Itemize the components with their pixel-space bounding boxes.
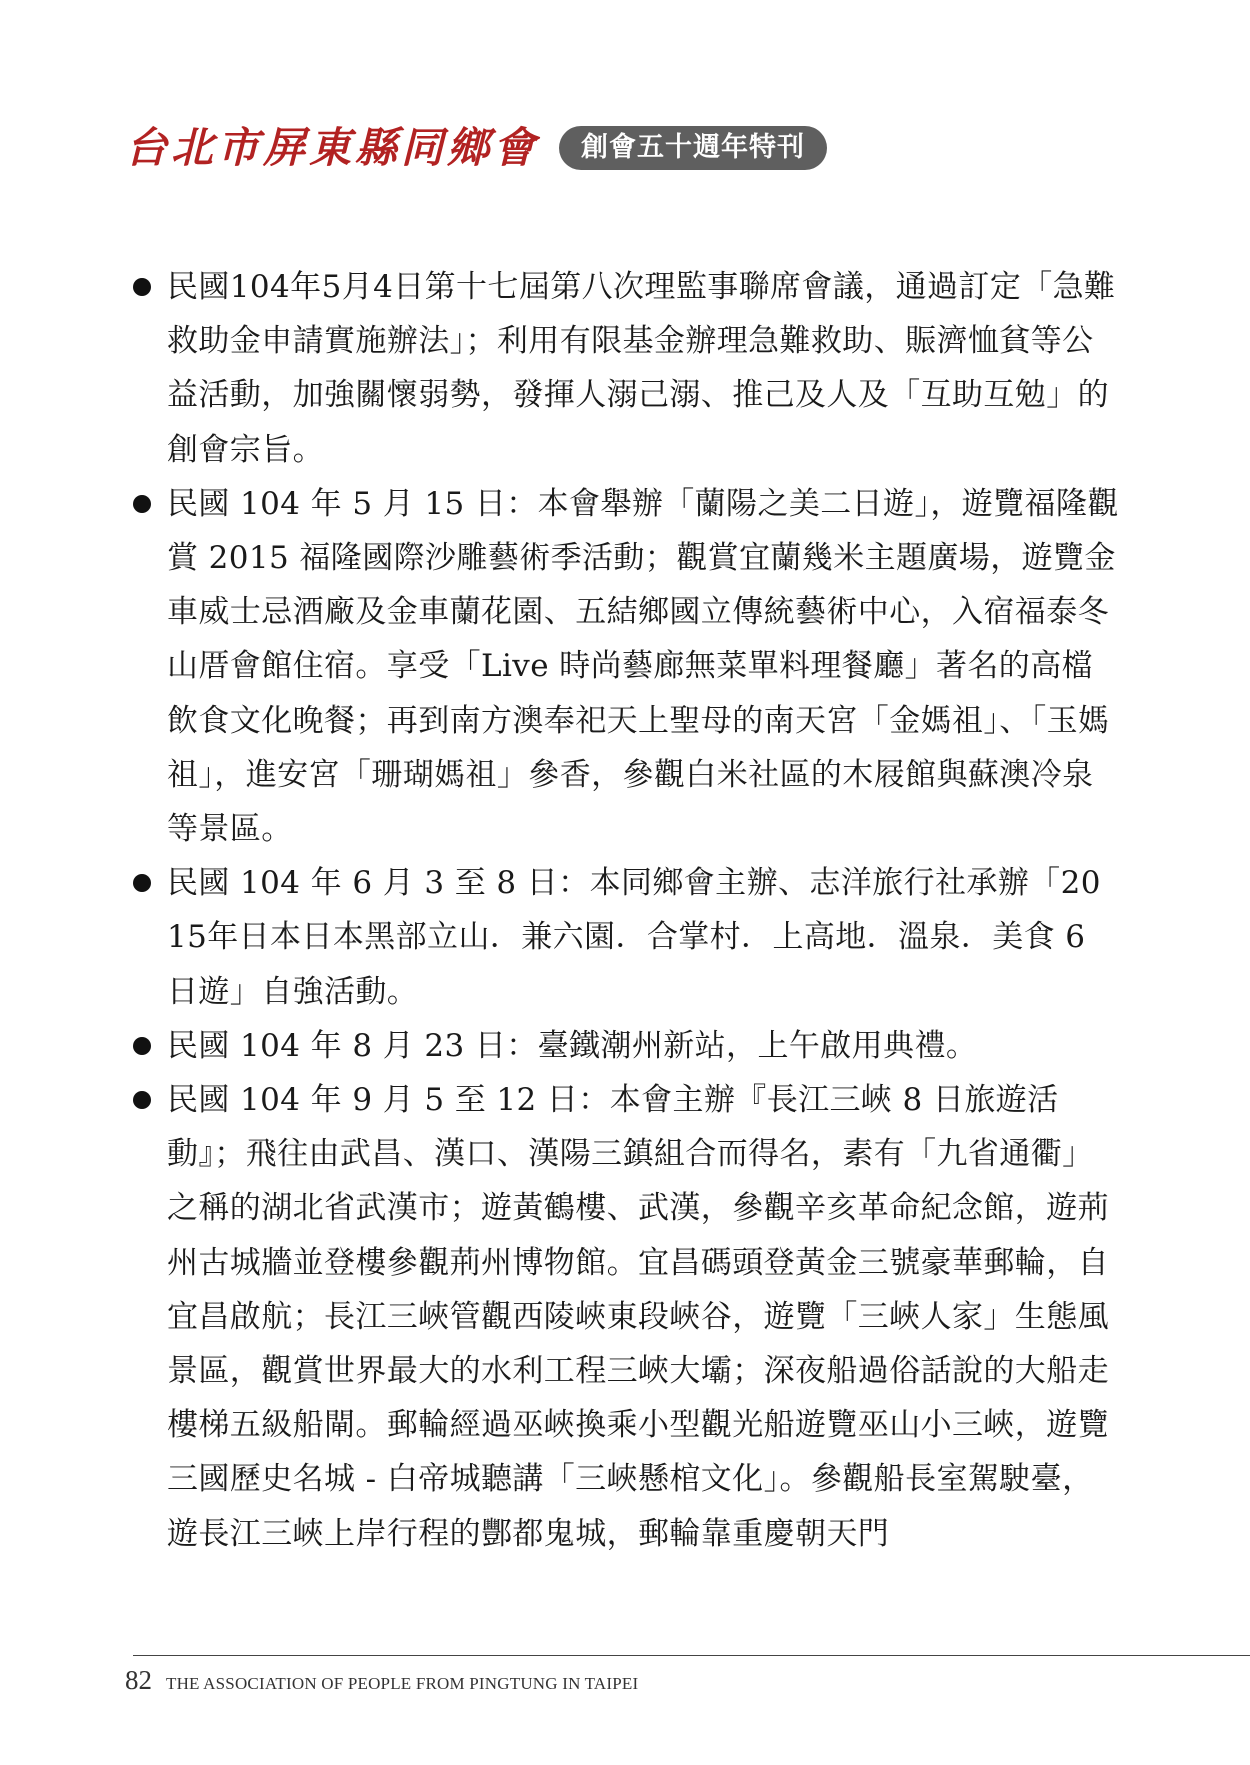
list-item-text: 民國 104 年 8 月 23 日：臺鐵潮州新站，上午啟用典禮。	[167, 1027, 978, 1064]
page-number: 82	[125, 1665, 152, 1695]
chronicle-list	[125, 260, 1120, 1561]
list-item-text: 民國 104 年 9 月 5 至 12 日：本會主辦『長江三峽 8 日旅遊活動』；飛往由武昌、漢口、漢陽三鎮組合而得名，素有「九省通衢」之稱的湖北省武漢市；遊黃鶴樓、武漢，參觀辛亥革命紀念館，遊荊州古城牆並登樓參觀荊州博物館。宜昌碼頭登黃金三號豪華郵輪，自宜昌啟航；長江三峽管觀西陵峽東段峽谷，遊覽「三峽人家」生態風景區，觀賞世界最大的水利工程三峽大壩；深夜船過俗話說的大船走樓梯五級船閘。郵輪經過巫峽換乘小型觀光船遊覽巫山小三峽，遊覽三國歷史名城 - 白帝城聽講「三峽懸棺文化」。參觀船長室駕駛臺，遊長江三峽上岸行程的酆都鬼城，郵輪靠重慶朝天門	[167, 1082, 1109, 1552]
list-item	[125, 1073, 1120, 1561]
list-item	[125, 477, 1120, 856]
list-item-text: 民國 104 年 6 月 3 至 8 日：本同鄉會主辦、志洋旅行社承辦「2015年日本日本黑部立山．兼六園．合掌村．上高地．溫泉．美食 6 日遊」自強活動。	[167, 865, 1101, 1010]
bullet-icon	[133, 278, 151, 296]
list-item-text: 民國 104 年 5 月 15 日：本會舉辦「蘭陽之美二日遊」，遊覽福隆觀賞 2015 福隆國際沙雕藝術季活動；觀賞宜蘭幾米主題廣場，遊覽金車威士忌酒廠及金車蘭花園、五結鄉國立傳統藝術中心，入宿福泰冬山厝會館住宿。享受「Live 時尚藝廊無菜單料理餐廳」著名的高檔飲食文化晚餐；再到南方澳奉祀天上聖母的南天宮「金媽祖」、「玉媽祖」，進安宮「珊瑚媽祖」參香，參觀白米社區的木屐館與蘇澳冷泉等景區。	[167, 485, 1119, 848]
publication-name: THE ASSOCIATION OF PEOPLE FROM PINGTUNG IN TAIPEI	[166, 1674, 639, 1693]
list-item	[125, 1019, 1120, 1073]
anniversary-badge: 創會五十週年特刊	[559, 126, 827, 171]
footer-divider	[133, 1655, 1250, 1656]
page-footer	[125, 1665, 638, 1696]
page-header	[125, 118, 827, 178]
association-title: 台北市屏東縣同鄉會	[125, 123, 540, 172]
list-item	[125, 260, 1120, 477]
list-item-text: 民國104年5月4日第十七屆第八次理監事聯席會議，通過訂定「急難救助金申請實施辦法」；利用有限基金辦理急難救助、賑濟恤貧等公益活動，加強關懷弱勢，發揮人溺己溺、推己及人及「互助互勉」的創會宗旨。	[167, 269, 1116, 468]
bullet-icon	[133, 1037, 151, 1055]
bullet-icon	[133, 874, 151, 892]
list-item	[125, 856, 1120, 1019]
bullet-icon	[133, 1091, 151, 1109]
bullet-icon	[133, 495, 151, 513]
